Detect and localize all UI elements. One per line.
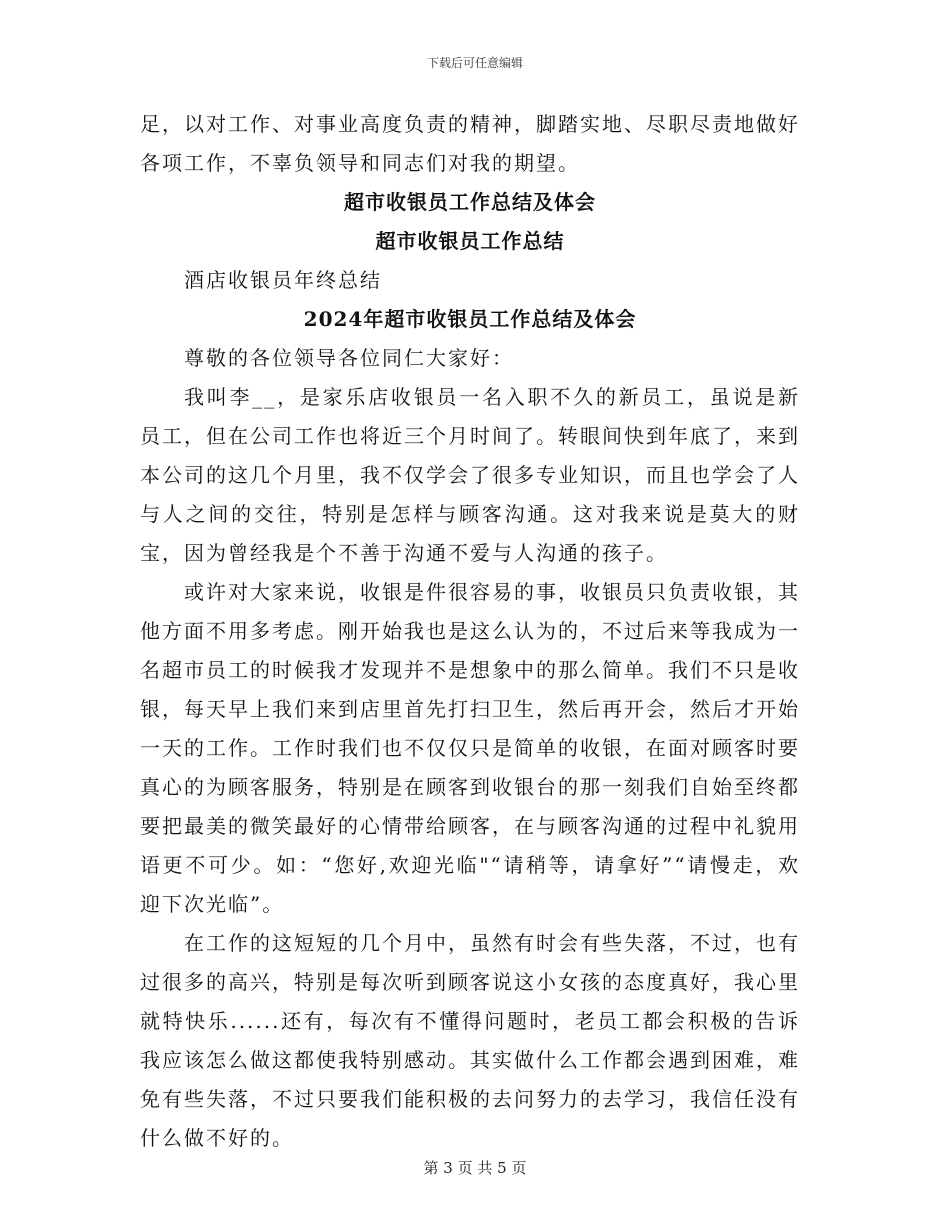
body-paragraph-3: 在工作的这短短的几个月中，虽然有时会有些失落，不过，也有过很多的高兴，特别是每次听到顾客说这小女孩的态度真好，我心里就特快乐......还有，每次有不懂得问题时，老员工都会积极的告诉我应该怎么做这都使我特别感动。其实做什么工作都会遇到困难，难免有些失落，不过只要我们能积极的去问努力的去学习，我信任没有什么做不好的。 xyxy=(140,931,800,1150)
heading-2024-summary: 2024年超市收银员工作总结及体会 xyxy=(303,307,637,331)
page-number: 第 3 页 共 5 页 xyxy=(423,1159,527,1177)
carryover-paragraph: 足，以对工作、对事业高度负责的精神，脚踏实地、尽职尽责地做好各项工作，不辜负领导和同志们对我的期望。 xyxy=(140,112,800,175)
heading-summary: 超市收银员工作总结 xyxy=(375,229,565,253)
body-paragraph-2: 或许对大家来说，收银是件很容易的事，收银员只负责收银，其他方面不用多考虑。刚开始我也是这么认为的，不过后来等我成为一名超市员工的时候我才发现并不是想象中的那么简单。我们不只是收银，每天早上我们来到店里首先打扫卫生，然后再开会，然后才开始一天的工作。工作时我们也不仅仅只是简单的收银，在面对顾客时要真心的为顾客服务，特别是在顾客到收银台的那一刻我们自始至终都要把最美的微笑最好的心情带给顾客，在与顾客沟通的过程中礼貌用语更不可少。如：“您好,欢迎光临"“请稍等，请拿好”“请慢走，欢迎下次光临”。 xyxy=(140,580,800,916)
page-header-note: 下载后可任意编辑 xyxy=(426,56,523,70)
greeting: 尊敬的各位领导各位同仁大家好： xyxy=(184,346,514,370)
heading-summary-and-experience: 超市收银员工作总结及体会 xyxy=(344,190,596,214)
body-paragraph-1: 我叫李__，是家乐店收银员一名入职不久的新员工，虽说是新员工，但在公司工作也将近三个月时间了。转眼间快到年底了，来到本公司的这几个月里，我不仅学会了很多专业知识，而且也学会了人与人之间的交往，特别是怎样与顾客沟通。这对我来说是莫大的财宝，因为曾经我是个不善于沟通不爱与人沟通的孩子。 xyxy=(140,385,800,565)
subtitle-hotel-cashier: 酒店收银员年终总结 xyxy=(184,268,382,292)
document-body xyxy=(140,105,800,1158)
